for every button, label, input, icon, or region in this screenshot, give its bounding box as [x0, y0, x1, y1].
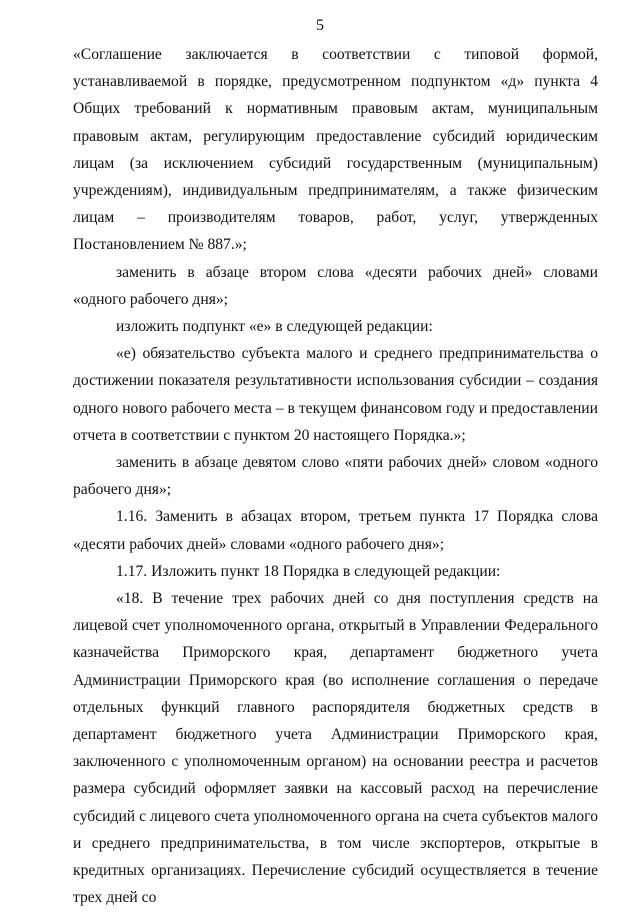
- paragraph: 1.17. Изложить пункт 18 Порядка в следующей редакции:: [116, 562, 501, 580]
- paragraph: 1.16. Заменить в абзацах втором, третьем пункта 17 Порядка слова «десяти рабочих дней» словами «одного рабочего дня»;: [73, 508, 598, 553]
- paragraph: заменить в абзаце втором слова «десяти рабочих дней» словами «одного рабочего дня»;: [73, 263, 598, 308]
- paragraph: изложить подпункт «е» в следующей редакции:: [116, 318, 433, 336]
- paragraph: заменить в абзаце девятом слово «пяти рабочих дней» словом «одного рабочего дня»;: [73, 454, 598, 499]
- paragraph: «е) обязательство субъекта малого и среднего предпринимательства о достижении показателя результативности использования субсидии – создания одного нового рабочего места – в текущем финансовом году и предоставлении отчета в соответствии с пунктом 20 настоящего Порядка.»;: [73, 345, 598, 444]
- document-body: [73, 41, 598, 912]
- paragraph: «18. В течение трех рабочих дней со дня поступления средств на лицевой счет уполномоченного органа, открытый в Управлении Федерального казначейства Приморского края, департамент бюджетного учета Администрации Приморского края (во исполнение соглашения о передаче отдельных функций главного распорядителя бюджетных средств в департамент бюджетного учета Администрации Приморского края, заключенного с уполномоченным органом) на основании реестра и расчетов размера субсидий оформляет заявки на кассовый расход на перечисление субсидий с лицевого счета уполномоченного органа на счета субъектов малого и среднего предпринимательства, в том числе экспортеров, открытые в кредитных организациях. Перечисление субсидий осуществляется в течение трех дней со: [73, 590, 598, 907]
- paragraph: «Соглашение заключается в соответствии с типовой формой, устанавливаемой в порядке, предусмотренном подпунктом «д» пункта 4 Общих требований к нормативным правовым актам, муниципальным правовым актам, регулирующим предоставление субсидий юридическим лицам (за исключением субсидий государственным (муниципальным) учреждениям), индивидуальным предпринимателям, а также физическим лицам – производителям товаров, работ, услуг, утвержденных Постановлением № 887.»;: [73, 46, 598, 254]
- page-number: 5: [316, 17, 324, 34]
